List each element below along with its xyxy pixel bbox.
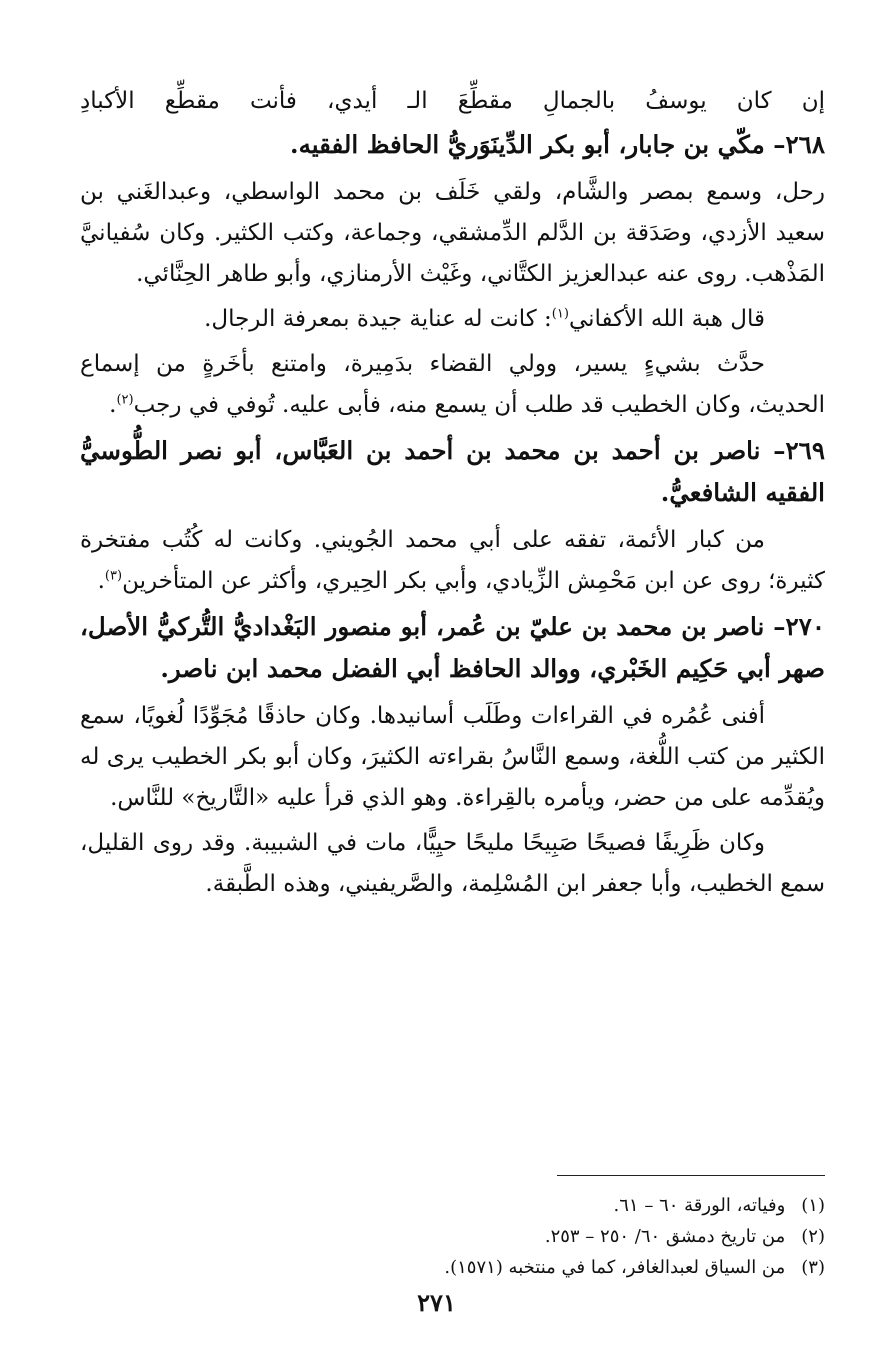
- footnote-2: [80, 1221, 825, 1252]
- paragraph-text: من كبار الأئمة، تفقه على أبي محمد الجُويني. وكانت له كُتُب مفتخرة كثيرة؛ روى عن ابن مَحْمِش الزِّيادي، وأبي بكر الحِيري، وأكثر عن المتأخرين: [80, 527, 825, 594]
- entry-268-paragraph-3: [80, 344, 825, 426]
- paragraph-text: حدَّث بشيءٍ يسير، وولي القضاء بدَمِيرة، وامتنع بأخَرةٍ من إسماع الحديث، وكان الخطيب قد طلب أن يسمع منه، فأبى عليه. تُوفي في رجب: [80, 351, 825, 418]
- footnote-1: [80, 1190, 825, 1221]
- quote-text: : كانت له عناية جيدة بمعرفة الرجال.: [204, 306, 552, 332]
- footnote-number: (٢): [801, 1226, 825, 1247]
- footnote-ref-2[interactable]: (٢): [116, 392, 134, 408]
- footnotes: [80, 1190, 825, 1283]
- footnote-ref-1[interactable]: (١): [551, 306, 569, 322]
- footnote-number: (٣): [801, 1257, 825, 1278]
- entry-270-paragraph-2: وكان ظَرِيفًا فصيحًا صَبِيحًا مليحًا حيِيًّا، مات في الشبيبة. وقد روى القليل، سمع الخطيب، وأبا جعفر ابن المُسْلِمة، والصَّريفيني، وهذه الطَّبقة.: [80, 830, 825, 897]
- paragraph-end: .: [109, 392, 117, 418]
- entry-title-270: ٢٧٠– ناصر بن محمد بن عليّ بن عُمر، أبو منصور البَغْداديُّ التُّركيُّ الأصل، صهر أبي حَكِيم الخَبْري، ووالد الحافظ أبي الفضل محمد ابن ناصر.: [80, 612, 825, 683]
- entry-269-paragraph-1: [80, 520, 825, 602]
- entry-268-paragraph-1: رحل، وسمع بمصر والشَّام، ولقي خَلَف بن محمد الواسطي، وعبدالغَني بن سعيد الأزدي، وصَدَقة بن الدَّلم الدِّمشقي، وجماعة، وكتب الكثير. وكان سُفيانيَّ المَذْهب. روى عنه عبدالعزيز الكتَّاني، وغَيْث الأرمنازي، وأبو طاهر الحِنَّائي.: [80, 179, 825, 287]
- page-number: ٢٧١: [417, 1288, 456, 1317]
- entry-270-paragraph-1: أفنى عُمُره في القراءات وطَلَب أسانيدها. وكان حاذقًا مُجَوِّدًا لُغويًا، سمع الكثير من كتب اللُّغة، وسمع النَّاسُ بقراءته الكثيرَ، وكان أبو بكر الخطيب يرى له ويُقدِّمه على من حضر، ويأمره بالقِراءة. وهو الذي قرأ عليه «التَّاريخ» للنَّاس.: [80, 703, 825, 811]
- footnote-text: من تاريخ دمشق ٦٠/ ٢٥٠ – ٢٥٣.: [544, 1226, 786, 1247]
- footnote-text: وفياته، الورقة ٦٠ – ٦١.: [613, 1195, 786, 1216]
- entry-title-269: ٢٦٩– ناصر بن أحمد بن محمد بن أحمد بن العَبَّاس، أبو نصر الطُّوسيُّ الفقيه الشافعيُّ.: [80, 436, 825, 507]
- entry-title-268: ٢٦٨– مكّي بن جابار، أبو بكر الدِّينَوَريُّ الحافظ الفقيه.: [290, 130, 825, 159]
- entry-268-paragraph-2: [80, 299, 825, 340]
- footnote-3: [80, 1252, 825, 1283]
- page-body: [80, 78, 825, 909]
- poem-line: إن كان يوسفُ بالجمالِ مقطِّعَ الـ أيدي، فأنت مقطِّع الأكبادِ: [80, 88, 825, 114]
- footnote-text: من السياق لعبدالغافر، كما في منتخبه (١٥٧١).: [444, 1257, 786, 1278]
- paragraph-end: .: [97, 568, 105, 594]
- footnote-number: (١): [801, 1195, 825, 1216]
- quote-intro: قال هبة الله الأكفاني: [568, 306, 765, 332]
- footnote-divider: [557, 1175, 825, 1176]
- footnote-ref-3[interactable]: (٣): [104, 568, 123, 584]
